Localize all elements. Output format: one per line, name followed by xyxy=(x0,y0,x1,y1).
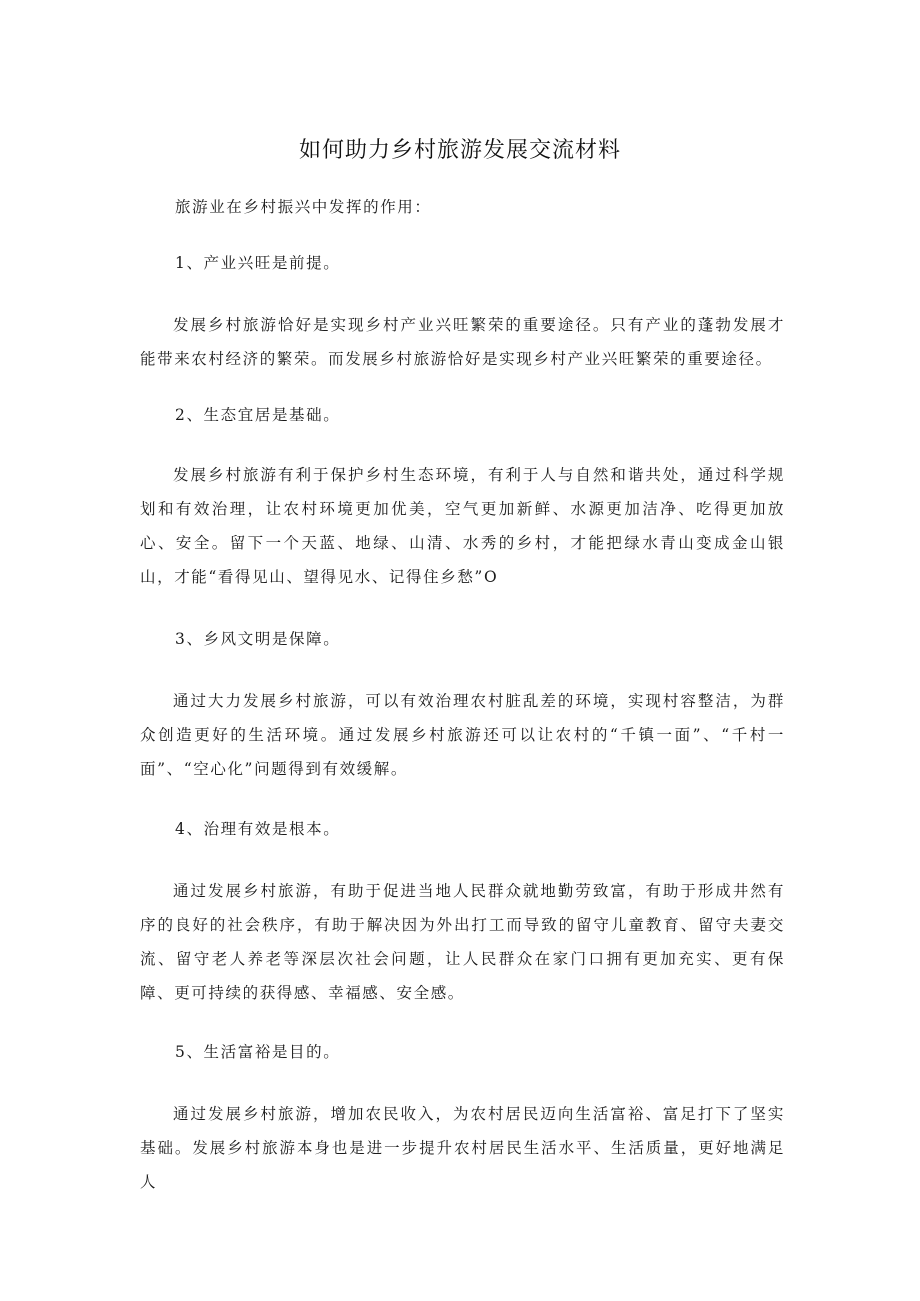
section-heading-3: 3、乡风文明是保障。 xyxy=(175,630,341,648)
document-title: 如何助力乡村旅游发展交流材料 xyxy=(298,138,621,163)
section-body-3: 通过大力发展乡村旅游，可以有效治理农村脏乱差的环境，实现村容整洁，为群众创造更好的生活环境。通过发展乡村旅游还可以让农村的“千镇一面”、“千村一面”、“空心化”问题得到有效缓解。 xyxy=(140,692,785,778)
section-body-2: 发展乡村旅游有利于保护乡村生态环境，有利于人与自然和谐共处，通过科学规划和有效治理，让农村环境更加优美，空气更加新鲜、水源更加洁净、吃得更加放心、安全。留下一个天蓝、地绿、山清、水秀的乡村，才能把绿水青山变成金山银山，才能“看得见山、望得见水、记得住乡愁”O xyxy=(140,466,785,586)
section-heading-4: 4、治理有效是根本。 xyxy=(175,820,341,838)
section-heading-1: 1、产业兴旺是前提。 xyxy=(175,254,341,272)
section-heading-2: 2、生态宜居是基础。 xyxy=(175,406,341,424)
section-body-1: 发展乡村旅游恰好是实现乡村产业兴旺繁荣的重要途径。只有产业的蓬勃发展才能带来农村经济的繁荣。而发展乡村旅游恰好是实现乡村产业兴旺繁荣的重要途径。 xyxy=(140,316,785,368)
section-body-5: 通过发展乡村旅游，增加农民收入，为农村居民迈向生活富裕、富足打下了坚实基础。发展乡村旅游本身也是进一步提升农村居民生活水平、生活质量，更好地满足人 xyxy=(140,1105,785,1191)
section-heading-5: 5、生活富裕是目的。 xyxy=(175,1043,341,1061)
section-body-4: 通过发展乡村旅游，有助于促进当地人民群众就地勤劳致富，有助于形成井然有序的良好的社会秩序，有助于解决因为外出打工而导致的留守儿童教育、留守夫妻交流、留守老人养老等深层次社会问题，让人民群众在家门口拥有更加充实、更有保障、更可持续的获得感、幸福感、安全感。 xyxy=(140,882,785,1002)
intro-paragraph: 旅游业在乡村振兴中发挥的作用： xyxy=(175,198,432,216)
